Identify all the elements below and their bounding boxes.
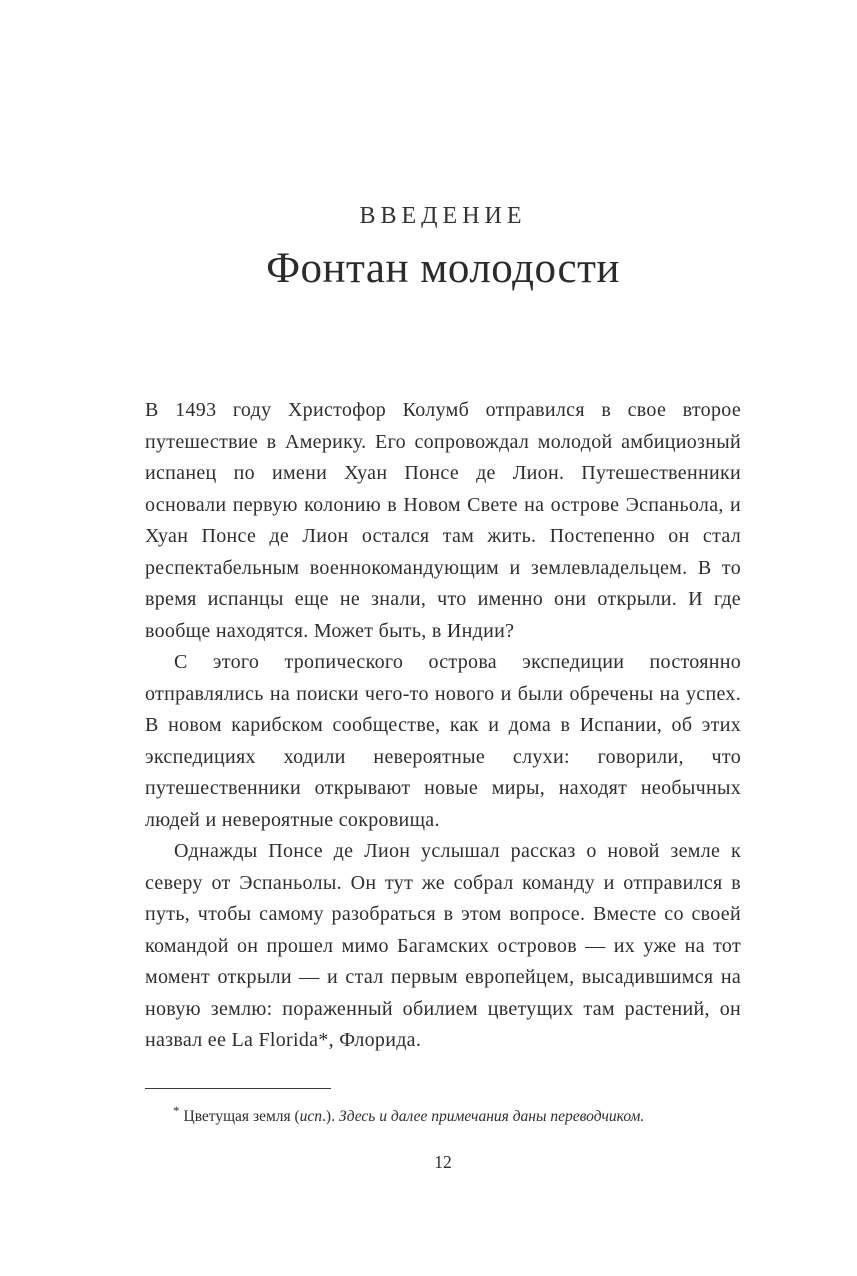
chapter-title: Фонтан молодости [266,245,620,292]
body-text [145,395,741,1057]
footnote-text-part: .). [322,1108,339,1126]
footnote [145,1100,741,1127]
footnote-marker: * [173,1103,180,1118]
footnote-text-part-italic: Здесь и далее примечания даны переводчиком. [338,1108,645,1126]
footnote-divider [145,1088,331,1089]
footnote-text-part-italic: исп [299,1108,323,1126]
footnote-text-part: Цветущая земля ( [183,1108,300,1126]
paragraph-1: В 1493 году Христофор Колумб отправился в свое второе путешествие в Америку. Его сопровождал молодой амбициозный испанец по имени Хуан Понсе де Лион. Путешественники основали первую колонию в Новом Свете на острове Эспаньола, и Хуан Понсе де Лион остался там жить. Постепенно он стал респектабельным военнокомандующим и землевладельцем. В то время испанцы еще не знали, что именно они открыли. И где вообще находятся. Может быть, в Индии? [145,399,741,642]
chapter-kicker: ВВЕДЕНИЕ [359,203,527,229]
book-page-text-block [145,0,741,1057]
footnote-block [145,1088,741,1127]
page-number: 12 [434,1152,452,1172]
paragraph-2: С этого тропического острова экспедиции постоянно отправлялись на поиски чего-то нового и были обречены на успех. В новом карибском сообществе, как и дома в Испании, об этих экспедициях ходили невероятные слухи: говорили, что путешественники открывают новые миры, находят необычных людей и невероятные сокровища. [145,651,741,831]
paragraph-3: Однажды Понсе де Лион услышал рассказ о новой земле к северу от Эспаньолы. Он тут же собрал команду и отправился в путь, чтобы самому разобраться в этом вопросе. Вместе со своей командой он прошел мимо Багамских островов — их уже на тот момент открыли — и стал первым европейцем, высадившимся на новую землю: пораженный обилием цветущих там растений, он назвал ее La Florida*, Флорида. [145,840,741,1051]
